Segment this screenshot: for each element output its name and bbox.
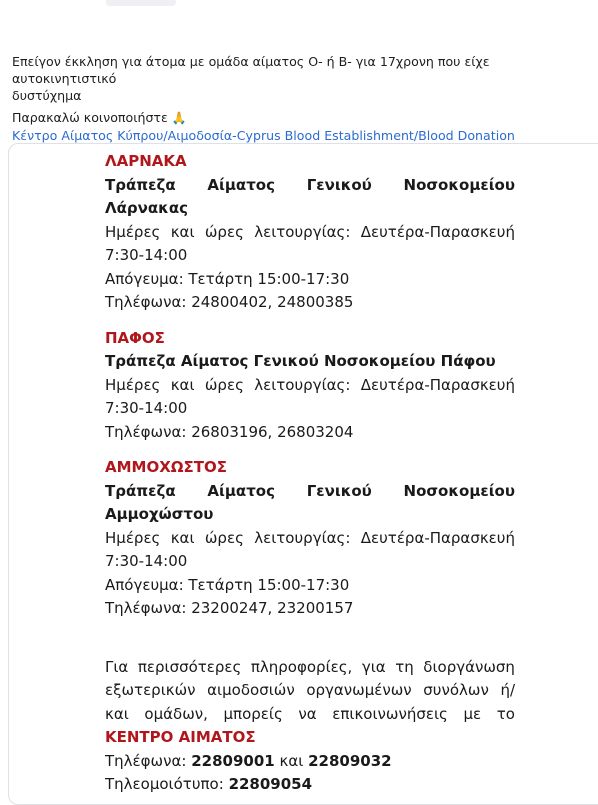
city-heading-paphos: ΠΑΦΟΣ (105, 328, 165, 347)
title-word: Αίματος (207, 481, 275, 500)
praying-hands-icon: 🙏 (171, 111, 187, 125)
bank-title-paphos: Τράπεζα Αίματος Γενικού Νοσοκομείου Πάφου (105, 352, 496, 370)
info-word: επικοινωνήσεις (332, 704, 448, 723)
info-word: διοργάνωση (423, 657, 515, 676)
info-word: για (361, 657, 386, 676)
hours-word: Δευτέρα-Παρασκευή (360, 375, 515, 394)
hours-word: λειτουργίας: (254, 528, 351, 547)
post-appeal-text (12, 53, 588, 104)
hours-word: Δευτέρα-Παρασκευή (360, 528, 515, 547)
hours-word: Ημέρες (105, 528, 161, 547)
post-appeal-line1b: δυστύχημα (12, 88, 82, 103)
phones-paphos: Τηλέφωνα: 26803196, 26803204 (105, 422, 354, 441)
hours-word: ώρες (204, 222, 244, 241)
share-request-text: Παρακαλώ κοινοποιήστε (12, 110, 168, 125)
info-word: ή/ (500, 681, 515, 699)
info-line2 (105, 679, 515, 703)
hours-word: και (170, 222, 195, 241)
hours-word: Δευτέρα-Παρασκευή (360, 222, 515, 241)
city-heading-famagusta: ΑΜΜΟΧΩΣΤΟΣ (105, 458, 228, 476)
title-word: Τράπεζα (105, 175, 176, 194)
afternoon-larnaca: Απόγευμα: Τετάρτη 15:00-17:30 (105, 269, 350, 288)
title-word: Γενικού (306, 175, 372, 194)
hours-word: ώρες (204, 375, 244, 394)
title-word: Αίματος (207, 175, 275, 194)
post-link-line[interactable] (12, 127, 588, 144)
city-heading-larnaca: ΛΑΡΝΑΚΑ (105, 152, 187, 170)
info-line3 (105, 703, 515, 727)
conjunction: και (279, 751, 304, 770)
phones-label: Τηλέφωνα: (105, 751, 187, 770)
info-word: το (496, 704, 515, 723)
hours-word: ώρες (204, 528, 244, 547)
hours-larnaca (105, 221, 515, 245)
hours-famagusta (105, 527, 515, 551)
title-word: Νοσοκομείου (403, 481, 515, 500)
post-appeal-line1: Επείγον έκκληση για άτομα με ομάδα αίματος Ο- ή Β- για 17χρονη που είχε αυτοκινητιστικό (12, 54, 490, 86)
bank-title-larnaca (105, 174, 515, 198)
hours-time-famagusta: 7:30-14:00 (105, 552, 188, 570)
fax-number: 22809054 (228, 775, 313, 793)
info-word: αιμοδοσιών (207, 681, 295, 699)
section-larnaca (105, 150, 515, 315)
center-title: ΚΕΝΤΡΟ ΑΙΜΑΤΟΣ (105, 728, 256, 746)
hours-paphos (105, 374, 515, 398)
info-line1 (105, 656, 515, 680)
info-word: συνόλων (423, 681, 489, 699)
section-info (105, 656, 515, 797)
info-word: με (463, 704, 482, 723)
post-share-request (12, 109, 588, 127)
spacer (105, 621, 515, 656)
hours-time-paphos: 7:30-14:00 (105, 399, 188, 417)
phones-famagusta: Τηλέφωνα: 23200247, 23200157 (105, 599, 354, 617)
center-phones (105, 750, 515, 774)
info-word: περισσότερες (137, 657, 242, 676)
info-word: πληροφορίες, (250, 657, 353, 676)
info-word: εξωτερικών (105, 681, 196, 699)
info-word: Για (105, 657, 129, 676)
bank-title-end-larnaca: Λάρνακας (105, 199, 189, 217)
hours-word: Ημέρες (105, 375, 161, 394)
info-word: μπορείς (223, 704, 283, 723)
page-link[interactable]: Κέντρο Αίματος Κύπρου/Αιμοδοσία-Cyprus Blood Establishment/Blood Donation (12, 128, 515, 143)
phone-number: 22809001 (191, 751, 275, 770)
info-word: και (105, 704, 129, 723)
info-word: να (298, 704, 317, 723)
hours-word: λειτουργίας: (254, 375, 351, 394)
fax-label: Τηλεομοιότυπο: (105, 775, 224, 793)
top-cropped-element (106, 0, 176, 6)
section-paphos (105, 327, 515, 445)
hours-word: και (170, 375, 195, 394)
afternoon-famagusta: Απόγευμα: Τετάρτη 15:00-17:30 (105, 575, 350, 594)
info-word: οργανωμένων (306, 681, 412, 699)
image-content (105, 150, 515, 797)
bank-title-famagusta (105, 480, 515, 504)
section-famagusta (105, 456, 515, 621)
phones-larnaca: Τηλέφωνα: 24800402, 24800385 (105, 293, 354, 311)
title-word: Τράπεζα (105, 481, 176, 500)
phone-number: 22809032 (308, 751, 392, 770)
hours-time-larnaca: 7:30-14:00 (105, 246, 188, 264)
title-word: Γενικού (306, 481, 372, 500)
info-word: ομάδων, (144, 704, 208, 723)
hours-word: Ημέρες (105, 222, 161, 241)
title-word: Νοσοκομείου (403, 175, 515, 194)
post-text (12, 53, 588, 144)
hours-word: λειτουργίας: (254, 222, 351, 241)
hours-word: και (170, 528, 195, 547)
bank-title-end-famagusta: Αμμοχώστου (105, 505, 214, 523)
center-fax (105, 773, 515, 797)
info-word: τη (395, 657, 414, 676)
